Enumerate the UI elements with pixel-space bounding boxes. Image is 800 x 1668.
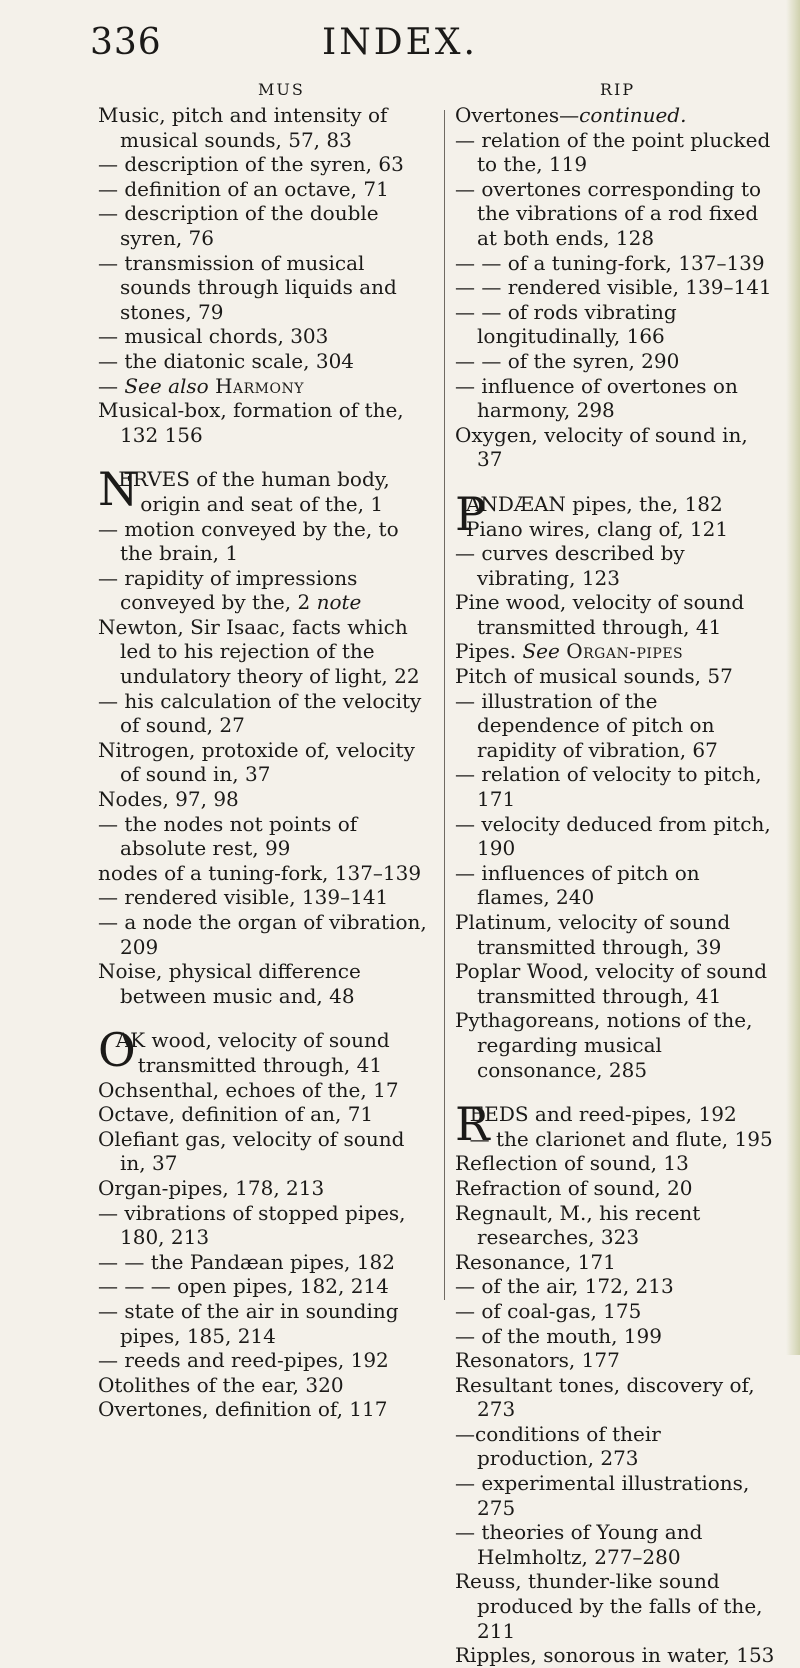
index-entry: —conditions of their production, 273 [455,1421,661,1471]
index-entry: nodes of a tuning-fork, 137–139 [98,860,422,885]
index-entry: — the diatonic scale, 304 [98,348,355,373]
index-entry: Ochsenthal, echoes of the, 17 [98,1077,399,1102]
index-entry: — — the Pandæan pipes, 182 [98,1249,395,1274]
index-entry: — of coal-gas, 175 [455,1298,642,1323]
index-entry: N ERVES of the human body, origin and seat of the, 1 [98,462,390,517]
index-entry: — — of a tuning-fork, 137–139 [455,250,765,275]
index-entry: Reflection of sound, 13 [455,1151,689,1176]
index-entry: — experimental illustrations, 275 [455,1471,750,1520]
index-entry: — rapidity of impressions conveyed by the, 2 note [98,565,362,615]
index-entry: — description of the double syren, 76 [98,201,379,250]
drop-capital: P [455,486,486,541]
index-entry: Refraction of sound, 20 [455,1175,693,1200]
right-column-head: RIP [600,80,636,99]
index-entry: Organ-pipes, 178, 213 [98,1175,325,1200]
index-entry: — relation of velocity to pitch, 171 [455,762,762,812]
index-entry: Overtones—continued. [455,103,687,127]
index-entry: Oxygen, velocity of sound in, 37 [455,422,748,472]
index-entry: Reuss, thunder-like sound produced by the falls of the, 211 [455,1569,763,1643]
index-entry: Pipes. See Organ-pipes [455,639,684,664]
index-entry: — rendered visible, 139–141 [98,885,389,910]
index-entry: — relation of the point plucked to the, 119 [455,127,771,177]
index-entry: — musical chords, 303 [98,324,329,349]
left-column [98,103,428,1422]
index-entry: — vibrations of stopped pipes, 180, 213 [98,1200,406,1250]
index-entry: — a node the organ of vibration, 209 [98,910,427,959]
index-entry: Octave, definition of an, 71 [98,1102,374,1127]
index-entry: Pine wood, velocity of sound transmitted through, 41 [455,590,745,639]
index-entry: Nodes, 97, 98 [98,787,239,812]
index-entry: Resonance, 171 [455,1249,616,1274]
index-entry: — transmission of musical sounds through liquids and stones, 79 [98,250,397,324]
index-entry: Regnault, M., his recent researches, 323 [455,1200,701,1250]
index-entry: Resonators, 177 [455,1348,620,1373]
scan-edge-shading [786,0,800,1355]
index-entry: — description of the syren, 63 [98,152,404,177]
index-entry: Newton, Sir Isaac, facts which led to his rejection of the undulatory theory of light, 22 [98,614,420,689]
index-entry: Poplar Wood, velocity of sound transmitted through, 41 [455,959,768,1008]
index-entry: — influence of overtones on harmony, 298 [455,373,738,423]
page-header [90,22,710,78]
column-divider [444,110,445,1300]
index-entry: — — rendered visible, 139–141 [455,275,772,300]
index-entry: P ANDÆAN pipes, the, 182 [455,486,723,541]
index-entry: Nitrogen, protoxide of, velocity of sound in, 37 [98,737,415,787]
index-entry: Musical-box, formation of the, 132 156 [98,398,404,447]
drop-capital: R [455,1097,490,1152]
index-entry: Music, pitch and intensity of musical sounds, 57, 83 [98,103,388,152]
index-entry: — illustration of the dependence of pitch on rapidity of vibration, 67 [455,688,718,762]
page-number: 336 [90,22,162,63]
right-column [455,103,775,1668]
index-entry: — — of the syren, 290 [455,348,680,373]
index-entry: — the clarionet and flute, 195 [469,1126,773,1151]
index-entry: Noise, physical difference between music and, 48 [98,959,361,1008]
index-entry: — curves described by vibrating, 123 [455,541,685,590]
index-entry: — velocity deduced from pitch, 190 [455,811,771,861]
index-entry: — — of rods vibrating longitudinally, 166 [455,299,677,349]
index-entry: — the nodes not points of absolute rest, 99 [98,811,358,861]
index-entry: — overtones corresponding to the vibrations of a rod fixed at both ends, 128 [455,176,762,250]
index-entry: — influences of pitch on flames, 240 [455,860,700,910]
index-entry: Piano wires, clang of, 121 [465,516,729,541]
index-entry: Pythagoreans, notions of the, regarding musical consonance, 285 [455,1008,753,1082]
index-entry: — of the mouth, 199 [455,1323,662,1348]
index-entry: Ripples, sonorous in water, 153 [455,1643,775,1668]
index-entry: — theories of Young and Helmholtz, 277–280 [455,1520,703,1569]
index-entry: — See also Harmony [98,373,304,398]
index-entry: — his calculation of the velocity of sound, 27 [98,688,422,738]
index-entry: R EEDS and reed-pipes, 192 [455,1097,737,1152]
index-entry: — motion conveyed by the, to the brain, 1 [98,516,399,566]
page-title: INDEX. [322,22,478,63]
index-entry: Pitch of musical sounds, 57 [455,664,733,689]
index-entry: Resultant tones, discovery of, 273 [455,1372,755,1422]
index-entry: — of the air, 172, 213 [455,1274,674,1299]
index-entry: Platinum, velocity of sound transmitted through, 39 [455,910,731,959]
drop-capital: N [98,462,139,517]
index-entry: — reeds and reed-pipes, 192 [98,1348,389,1373]
drop-capital: O [98,1023,136,1078]
index-entry: — — — open pipes, 182, 214 [98,1274,389,1299]
index-entry: Otolithes of the ear, 320 [98,1372,344,1397]
index-entry: — definition of an octave, 71 [98,176,389,201]
index-entry: — state of the air in sounding pipes, 185, 214 [98,1298,399,1348]
index-entry: Overtones, definition of, 117 [98,1397,388,1422]
index-entry: Olefiant gas, velocity of sound in, 37 [98,1126,405,1176]
index-entry: O AK wood, velocity of sound transmitted through, 41 [98,1023,390,1078]
left-column-head: MUS [258,80,305,99]
